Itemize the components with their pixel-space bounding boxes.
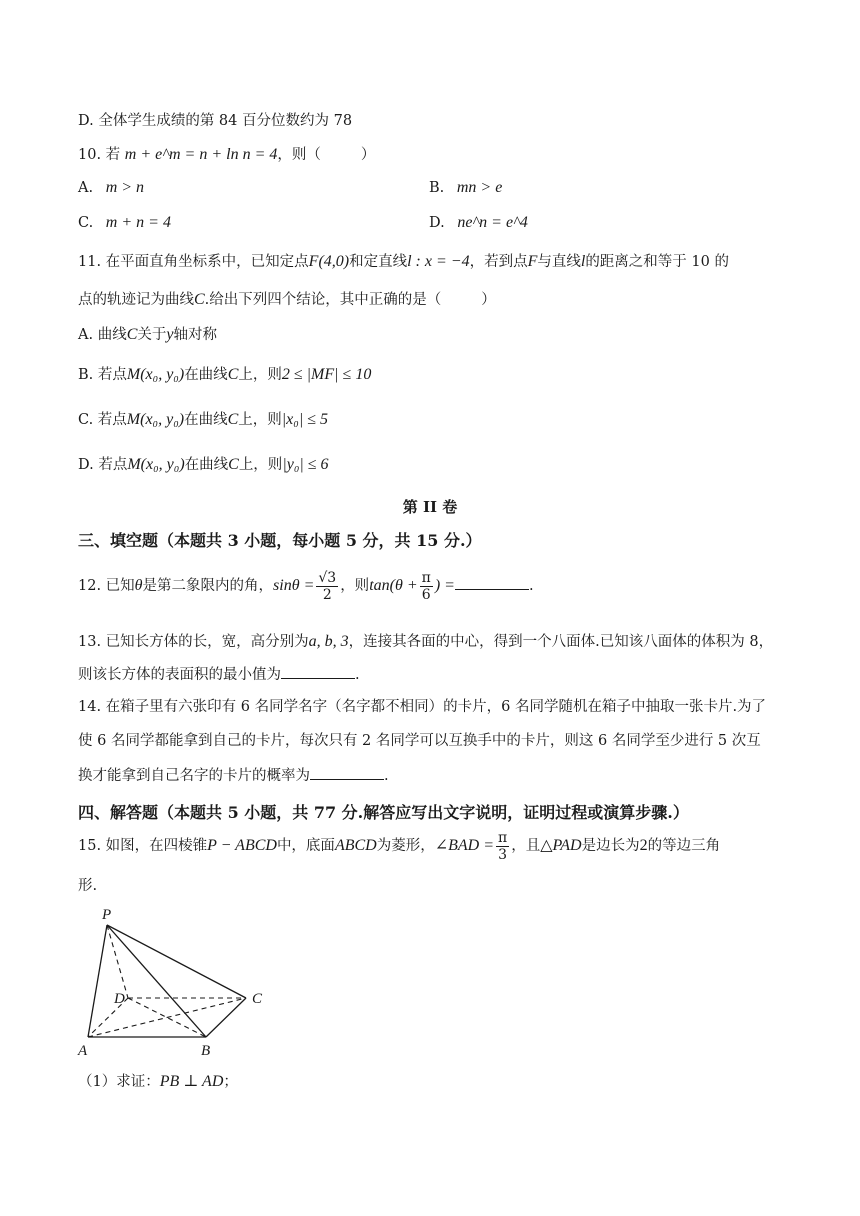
q11-text-a: 11. 在平面直角坐标系中，已知定点 (78, 254, 309, 270)
q15-fraction (496, 830, 509, 863)
edge-PA (88, 925, 107, 1037)
q15-3: 3 (498, 846, 508, 863)
edge-PC (107, 925, 246, 998)
q15-angle: ∠BAD = (434, 837, 495, 854)
q14-answer-blank[interactable] (310, 765, 384, 780)
q12-6: 6 (421, 586, 431, 603)
q10-b-expr: mn > e (456, 179, 503, 196)
edge-PB (107, 925, 206, 1037)
question-14-line2: 使 6 名同学都能拿到自己的卡片，每次只有 2 名同学可以互换手中的卡片，则这 6 名同学至少进行 5 次互 (78, 733, 761, 749)
label-D: D (114, 991, 125, 1007)
q10-c-label: C. (78, 215, 94, 231)
q11-text-c: ，若到点 (469, 254, 528, 270)
q11-d-M: M(x₀, y₀) (127, 456, 185, 473)
q13-end: . (355, 667, 360, 683)
label-P: P (102, 907, 112, 923)
q10-option-a (78, 178, 144, 198)
q14-l3: 换才能拿到自己名字的卡片的概率为 (78, 768, 310, 784)
section-3-heading: 三、填空题（本题共 3 小题，每小题 5 分，共 15 分.） (78, 531, 482, 550)
q11-c-on: 在曲线 (184, 412, 228, 428)
q10-option-b (429, 178, 502, 198)
q15-e: 是边长为 (581, 838, 640, 854)
q15-P: P − ABCD (207, 837, 277, 854)
q11-C: C (194, 291, 205, 308)
q12-tan: tan(θ + (369, 577, 418, 594)
q11-b-M: M(x₀, y₀) (126, 366, 185, 383)
q12-b: 是第二象限内的角， (142, 578, 274, 594)
q15-d: ，且 (511, 838, 541, 854)
q11-d-pre: D. 若点 (78, 457, 128, 473)
q11-a-end: 轴对称 (173, 327, 217, 343)
q15-sub1-pre: （1）求证： (78, 1074, 160, 1090)
q11-close: ） (481, 292, 496, 308)
q11-option-d (78, 455, 329, 475)
q11-a-mid: 关于 (137, 327, 167, 343)
q15-sub1-expr: PB ⊥ AD (159, 1073, 224, 1090)
q10-option-c (78, 213, 171, 233)
q13-a: 13. 已知长方体的长，宽，高分别为 (78, 634, 309, 650)
q12-a: 12. 已知 (78, 578, 135, 594)
question-15-line1 (78, 826, 720, 866)
q11-option-c (78, 410, 328, 430)
q11-c-M: M(x₀, y₀) (126, 411, 185, 428)
question-14-line1: 14. 在箱子里有六张印有 6 名同学名字（名字都不相同）的卡片，6 名同学随机在箱子中抽取一张卡片.为了 (78, 699, 767, 715)
q15-tri: △PAD (540, 837, 582, 854)
label-B: B (201, 1043, 211, 1059)
q11-d-on: 在曲线 (184, 457, 229, 473)
q11-l: l (580, 253, 586, 270)
q15-pi: π (498, 829, 508, 846)
q11-a-y: y (166, 326, 174, 343)
q11-b-pre: B. 若点 (78, 367, 127, 383)
q11-text-d: 与直线 (537, 254, 581, 270)
option-d-prev: D. 全体学生成绩的第 84 百分位数约为 78 (78, 113, 353, 129)
q12-sin: sinθ = (273, 577, 315, 594)
q11-line: l : x = −4 (407, 253, 470, 270)
question-10 (78, 145, 375, 165)
part-2-title: 第 II 卷 (402, 498, 458, 516)
q11-a-text: A. 曲线 (78, 327, 127, 343)
q13-answer-blank[interactable] (281, 664, 355, 679)
label-A: A (78, 1043, 88, 1059)
q12-answer-blank[interactable] (455, 575, 529, 590)
edge-BC (206, 998, 246, 1037)
q10-option-d (429, 213, 528, 233)
q15-b: 中，底面 (276, 838, 335, 854)
q11-text-e: 的距离之和等于 10 的 (585, 254, 729, 270)
q10-suffix: ，则（ (277, 147, 321, 163)
q12-c: ，则 (340, 578, 370, 594)
label-C: C (252, 991, 263, 1007)
question-13-line1 (78, 632, 773, 652)
q11-option-b (78, 365, 371, 385)
q11-l2-b: .给出下列四个结论，其中正确的是（ (204, 292, 442, 308)
q11-b-on: 在曲线 (184, 367, 228, 383)
question-13-line2 (78, 664, 360, 685)
q12-pi-fraction (420, 570, 433, 603)
q10-close: ） (360, 147, 376, 163)
q10-expr: m + e^m = n + ln n = 4 (124, 146, 278, 163)
q11-c-then: 上，则 (238, 412, 282, 428)
diagonal-AC (88, 998, 246, 1037)
q11-b-C: C (227, 366, 239, 383)
q10-a-expr: m > n (105, 179, 145, 196)
q12-sin-fraction (316, 570, 338, 603)
question-11-line1 (78, 252, 729, 272)
q15-c: 为菱形， (376, 838, 435, 854)
q13-l2: 则该长方体的表面积的最小值为 (78, 667, 281, 683)
q11-F: F (527, 253, 538, 270)
q11-b-then: 上，则 (238, 367, 282, 383)
q10-prefix: 10. 若 (78, 147, 121, 163)
q11-c-expr: |x₀| ≤ 5 (281, 411, 329, 428)
q14-end: . (384, 768, 389, 784)
q11-c-C: C (227, 411, 239, 428)
q12-num: √3 (318, 569, 337, 586)
q15-two: 2 (639, 837, 648, 854)
q13-abc: a, b, 3 (308, 633, 349, 650)
q11-d-then: 上，则 (238, 457, 283, 473)
q12-den: 2 (322, 586, 332, 603)
question-11-line2 (78, 290, 496, 310)
q11-b-expr: 2 ≤ |MF| ≤ 10 (281, 366, 372, 383)
q11-d-expr: |y₀| ≤ 6 (282, 456, 329, 473)
q15-a: 15. 如图，在四棱锥 (78, 838, 208, 854)
q11-d-C: C (228, 456, 239, 473)
q11-a-C: C (126, 326, 138, 343)
q12-theta: θ (134, 577, 143, 594)
q11-point: F(4,0) (308, 253, 350, 270)
q12-tan-close: ) = (434, 577, 455, 594)
question-15-line2: 形. (78, 878, 98, 894)
q11-l2-a: 点的轨迹记为曲线 (78, 292, 194, 308)
question-12 (78, 566, 534, 606)
q10-d-expr: ne^n = e^4 (457, 214, 528, 231)
q15-f: 的等边三角 (647, 838, 721, 854)
q15-ABCD: ABCD (334, 837, 377, 854)
q10-d-label: D. (429, 215, 445, 231)
q11-option-a (78, 325, 217, 345)
question-14-line3 (78, 765, 389, 786)
q11-c-pre: C. 若点 (78, 412, 127, 428)
q12-end: . (528, 578, 534, 594)
q10-c-expr: m + n = 4 (105, 214, 171, 231)
section-4-heading: 四、解答题（本题共 5 小题，共 77 分.解答应写出文字说明，证明过程或演算步骤.） (78, 803, 689, 822)
q10-b-label: B. (429, 180, 445, 196)
q13-b: ，连接其各面的中心，得到一个八面体.已知该八面体的体积为 8， (348, 634, 774, 650)
q11-text-b: 和定直线 (349, 254, 408, 270)
q15-subquestion-1 (78, 1072, 238, 1092)
q10-a-label: A. (78, 180, 94, 196)
q12-pi: π (421, 569, 431, 586)
pyramid-figure (74, 905, 274, 1063)
q15-sub1-end: ； (223, 1074, 238, 1090)
